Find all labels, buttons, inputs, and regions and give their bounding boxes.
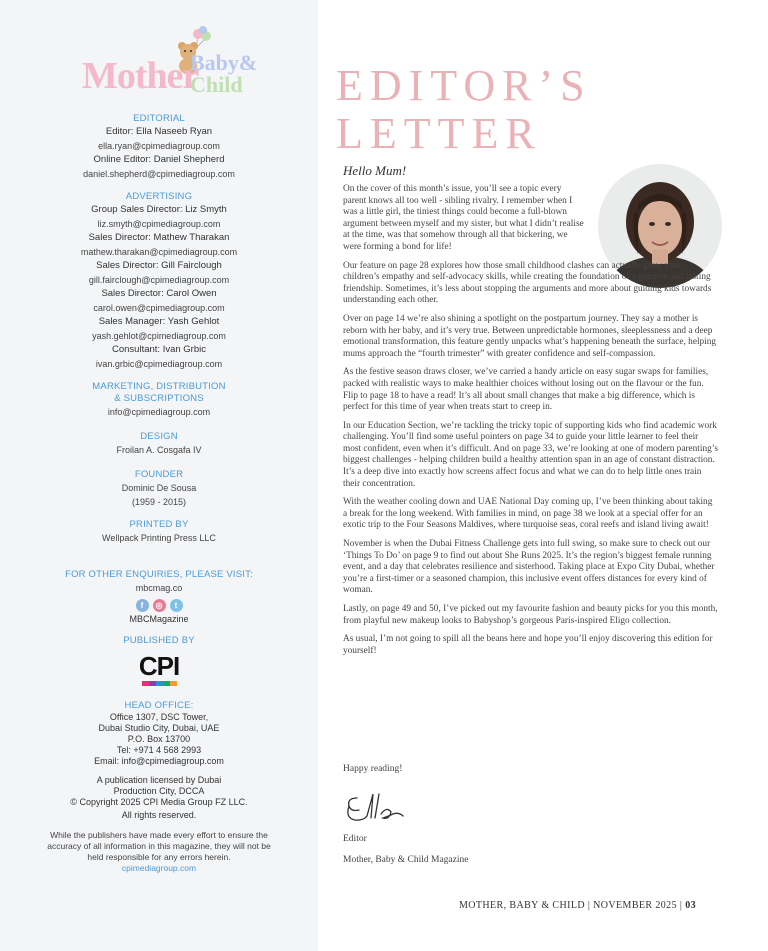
license-line: © Copyright 2025 CPI Media Group FZ LLC. bbox=[70, 797, 248, 807]
letter-body bbox=[343, 184, 718, 664]
masthead-sidebar bbox=[0, 0, 318, 951]
advertising-line: gill.fairclough@cpimediagroup.com bbox=[88, 275, 230, 285]
printed-line: Wellpack Printing Press LLC bbox=[102, 533, 216, 543]
printed-title: PRINTED BY bbox=[129, 519, 189, 530]
magazine-name: Mother, Baby & Child Magazine bbox=[343, 855, 469, 865]
advertising-line: Consultant: Ivan Grbic bbox=[112, 344, 206, 355]
website-link[interactable]: cpimediagroup.com bbox=[121, 863, 197, 873]
head-office-line: Email: info@cpimediagroup.com bbox=[94, 756, 224, 766]
page-title bbox=[336, 62, 592, 158]
editorial-section bbox=[8, 113, 310, 873]
facebook-icon[interactable]: f bbox=[136, 599, 149, 612]
advertising-line: Sales Director: Carol Owen bbox=[101, 288, 217, 299]
head-office-line: Dubai Studio City, Dubai, UAE bbox=[98, 723, 220, 733]
advertising-line: yash.gehlot@cpimediagroup.com bbox=[92, 331, 226, 341]
founder-title: FOUNDER bbox=[134, 469, 184, 480]
letter-paragraph: In our Education Section, we’re tackling the tricky topic of supporting kids who find academic work challenging. You’ll find some useful pointers on page 34 to guide your little learner to feel their most confident, even when it’s difficult. And on page 33, we’re looking at one of modern parenting’s biggest challenges - helping children build a healthy attention span in an age of constant distraction. It’s a deep dive into exactly how screens affect focus and what we can do to help little ones train their concentration. bbox=[343, 420, 718, 489]
footer-text: MOTHER, BABY & CHILD | NOVEMBER 2025 | bbox=[459, 900, 683, 911]
editorial-title: EDITORIAL bbox=[133, 113, 185, 124]
title-line-2: LETTER bbox=[336, 109, 542, 158]
signature bbox=[343, 790, 413, 826]
editor-role: Editor bbox=[343, 834, 367, 844]
disclaimer-line: While the publishers have made every effort to ensure the bbox=[50, 830, 268, 840]
published-title: PUBLISHED BY bbox=[123, 635, 195, 646]
disclaimer-line: accuracy of all information in this magazine, they will not be bbox=[47, 841, 271, 851]
twitter-icon[interactable]: t bbox=[170, 599, 183, 612]
letter-paragraph: Lastly, on page 49 and 50, I’ve picked out my favourite fashion and beauty picks for you this month, from playful new makeup looks to Babyshop’s gorgeous Paris-inspired Eligo collection. bbox=[343, 604, 718, 626]
marketing-line: info@cpimediagroup.com bbox=[107, 407, 211, 417]
editorial-line: Editor: Ella Naseeb Ryan bbox=[105, 126, 213, 137]
advertising-line: Sales Director: Mathew Tharakan bbox=[88, 232, 230, 243]
letter-paragraph: On the cover of this month’s issue, you’ll see a topic every parent knows all too well - sibling rivalry. I remember when I was a little girl, the tiniest things could become a full-blown argument between myself and my sister, but what I didn’t realise at the time, was that somehow through all that bickering, we were forming a bond for life! bbox=[343, 184, 584, 252]
letter-paragraph: Over on page 14 we’re also shining a spotlight on the postpartum journey. They say a mother is reborn with her baby, and it’s very true. Between unpredictable hormones, sleeplessness and a deep emotional transformation, this feature gently unpacks what’s happening beneath the surface, helping mums approach the “fourth trimester” with greater confidence and self-compassion. bbox=[343, 313, 717, 359]
editorial-line: daniel.shepherd@cpimediagroup.com bbox=[83, 169, 235, 179]
magazine-logo bbox=[82, 26, 272, 98]
advertising-line: Group Sales Director: Liz Smyth bbox=[91, 204, 227, 215]
letter-paragraph: As usual, I’m not going to spill all the beans here and hope you’ll enjoy discovering this edition for yourself! bbox=[343, 634, 713, 656]
instagram-icon[interactable]: ◎ bbox=[153, 599, 166, 612]
social-icons bbox=[8, 599, 310, 612]
editorial-line: Online Editor: Daniel Shepherd bbox=[93, 154, 225, 165]
head-office-line: Tel: +971 4 568 2993 bbox=[116, 745, 202, 755]
head-office-title: HEAD OFFICE: bbox=[124, 700, 194, 711]
advertising-line: Sales Director: Gill Fairclough bbox=[96, 260, 222, 271]
founder-line: (1959 - 2015) bbox=[131, 497, 187, 507]
logo-baby: Baby& bbox=[190, 50, 258, 75]
design-line: Froilan A. Cosgafa IV bbox=[116, 445, 202, 455]
head-office-line: Office 1307, DSC Tower, bbox=[109, 712, 209, 722]
cpi-logo: CPI bbox=[138, 651, 180, 681]
greeting: Hello Mum! bbox=[343, 163, 407, 178]
logo-child: Child bbox=[190, 72, 243, 97]
letter-paragraph: With the weather cooling down and UAE National Day coming up, I’ve been thinking about taking a break for the long weekend. With families in mind, on page 38 we look at a special offer for an exotic trip to the Four Seasons Maldives, where turquoise seas, coral reefs and island living await! bbox=[343, 497, 713, 531]
advertising-line: mathew.tharakan@cpimediagroup.com bbox=[80, 247, 238, 257]
enquiries-title: FOR OTHER ENQUIRIES, PLEASE VISIT: bbox=[65, 569, 253, 580]
license-line: Production City, DCCA bbox=[113, 786, 205, 796]
advertising-title: ADVERTISING bbox=[125, 191, 193, 202]
advertising-line: liz.smyth@cpimediagroup.com bbox=[97, 219, 221, 229]
letter-paragraph: Our feature on page 28 explores how those small childhood clashes can actually grow your children’s empathy and self-advocacy skills, while creating the foundation of a genuine and lasting friendship. Sometimes, it’s less about stopping the arguments and more about guiding kids towards understanding each other. bbox=[343, 260, 712, 306]
social-handle: MBCMagazine bbox=[129, 614, 189, 624]
advertising-line: ivan.grbic@cpimediagroup.com bbox=[95, 359, 223, 369]
founder-line: Dominic De Sousa bbox=[121, 483, 197, 493]
license-line: All rights reserved. bbox=[121, 810, 197, 820]
enquiries-link[interactable]: mbcmag.co bbox=[135, 583, 183, 593]
marketing-title: & SUBSCRIPTIONS bbox=[114, 393, 204, 404]
marketing-title: MARKETING, DISTRIBUTION bbox=[92, 381, 226, 392]
page-number: 03 bbox=[685, 900, 696, 911]
letter-paragraph: As the festive season draws closer, we’ve carried a handy article on easy sugar swaps for families, packed with realistic ways to make healthier choices without losing out on the flavour or the fun. Flip to page 18 to have a read! It’s all about small changes that make a big difference, which is perfect for this time of year when treats start to creep in. bbox=[343, 367, 709, 413]
design-title: DESIGN bbox=[140, 431, 178, 442]
head-office-line: P.O. Box 13700 bbox=[127, 734, 191, 744]
closing: Happy reading! bbox=[343, 764, 403, 774]
editorial-line: ella.ryan@cpimediagroup.com bbox=[98, 141, 220, 151]
title-line-1: EDITOR’S bbox=[336, 61, 592, 110]
letter-paragraph: November is when the Dubai Fitness Challenge gets into full swing, so make sure to check out our ‘Things To Do’ on page 9 to find out about She Runs 2025. It’s the region’s biggest female running event, and a day that celebrates resilience and sisterhood. Taking place at Expo City Dubai, whether you’re a first-timer or a seasoned champion, this inclusive event offers distances for every kind of woman. bbox=[343, 539, 715, 596]
disclaimer-line: held responsible for any errors herein. bbox=[87, 852, 231, 862]
logo-mother: Mother bbox=[82, 55, 199, 97]
advertising-line: Sales Manager: Yash Gehlot bbox=[98, 316, 220, 327]
license-line: A publication licensed by Dubai bbox=[96, 775, 222, 785]
page-footer bbox=[459, 900, 696, 911]
advertising-line: carol.owen@cpimediagroup.com bbox=[93, 303, 225, 313]
